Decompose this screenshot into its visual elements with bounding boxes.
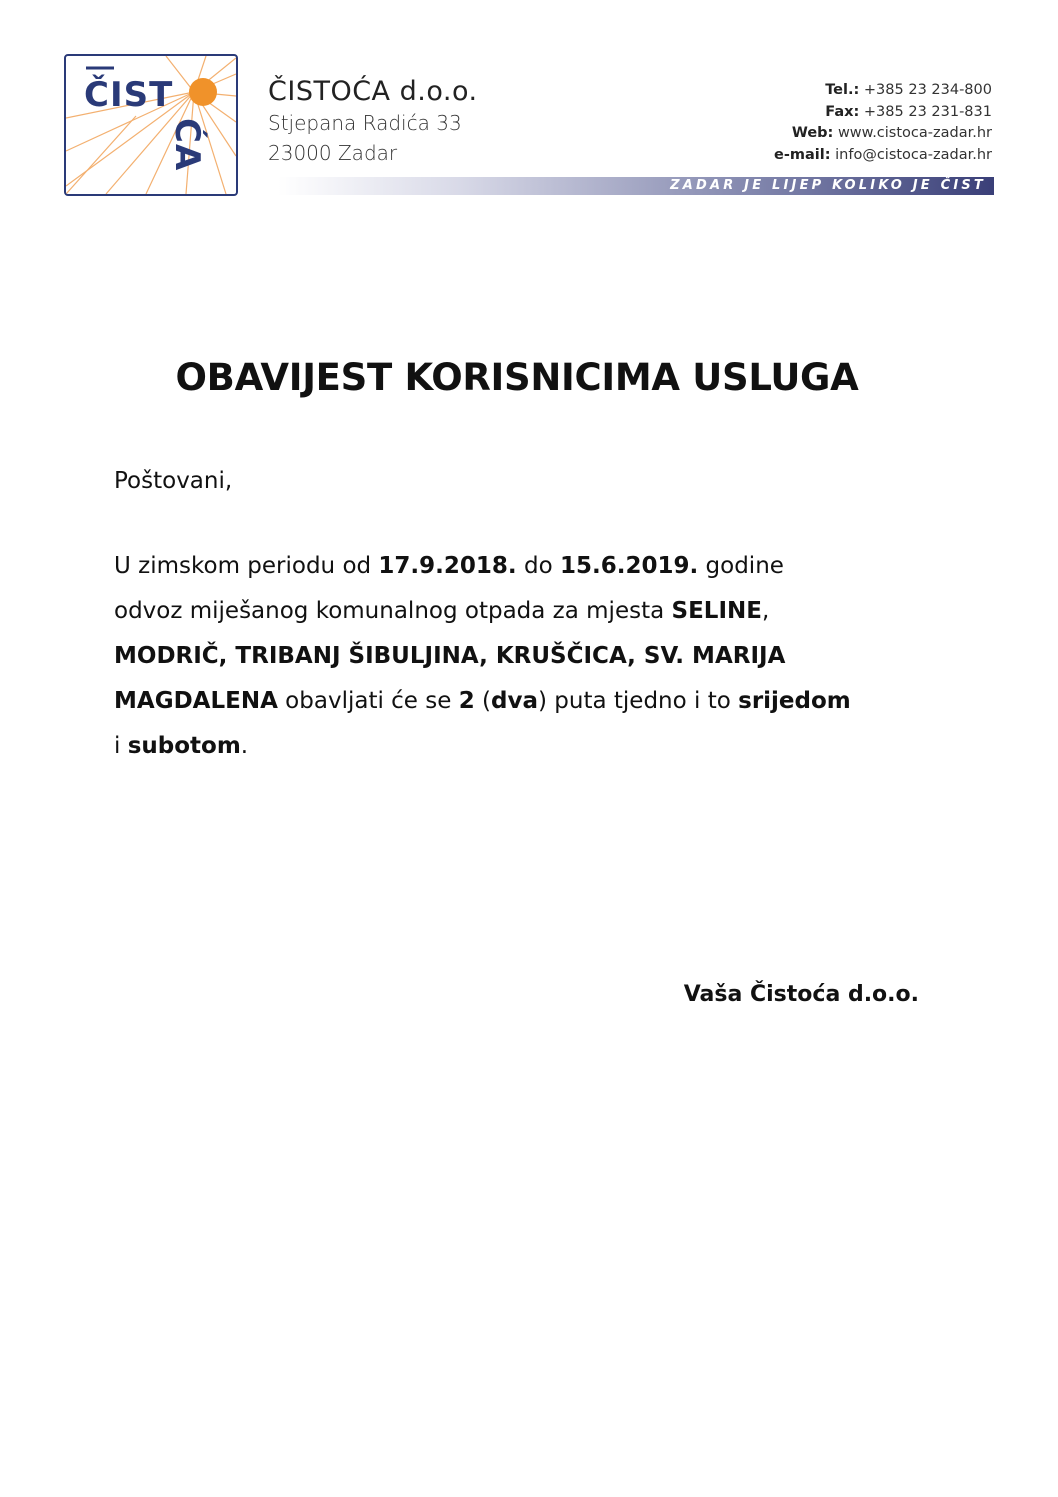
body-bold-text: srijedom xyxy=(738,688,851,714)
body-line xyxy=(114,589,924,634)
body-bold-text: MAGDALENA xyxy=(114,688,278,714)
body-bold-text: 2 xyxy=(458,688,475,714)
body-text-run: odvoz miješanog komunalnog otpada za mjesta xyxy=(114,598,672,624)
body-text-run: ) puta tjedno i to xyxy=(538,688,739,714)
body-text-run: ( xyxy=(474,688,492,714)
body-bold-text: 15.6.2019. xyxy=(559,553,699,579)
body-text-run: do xyxy=(516,553,560,579)
slogan-bar xyxy=(278,177,994,195)
body-bold-text: SELINE xyxy=(671,598,762,624)
body-bold-text: MODRIČ, TRIBANJ ŠIBULJINA, KRUŠČICA, SV. MARIJA xyxy=(114,643,786,669)
sun-rays-graphic xyxy=(66,56,236,194)
body-text-run: i xyxy=(114,733,128,759)
body-bold-text: subotom xyxy=(127,733,241,759)
svg-text:ĆA: ĆA xyxy=(167,118,207,172)
body-bold-text: 17.9.2018. xyxy=(378,553,517,579)
address-city: 23000 Zadar xyxy=(268,141,398,165)
body-bold-text: dva xyxy=(491,688,539,714)
company-logo xyxy=(64,54,238,196)
address-street: Stjepana Radića 33 xyxy=(268,111,462,135)
contact-block xyxy=(774,80,992,166)
notice-body xyxy=(114,544,924,769)
body-text-run: , xyxy=(761,598,770,624)
company-address-block xyxy=(268,76,478,168)
sun-circle xyxy=(189,78,217,106)
body-text-run: U zimskom periodu od xyxy=(114,553,379,579)
greeting: Poštovani, xyxy=(114,468,233,494)
body-line xyxy=(114,634,924,679)
body-line xyxy=(114,544,924,589)
page-title: OBAVIJEST KORISNICIMA USLUGA xyxy=(175,356,859,399)
body-text-run: godine xyxy=(698,553,784,579)
body-line xyxy=(114,679,924,724)
body-text-run: obavljati će se xyxy=(277,688,459,714)
contact-web: Web: www.cistoca-zadar.hr xyxy=(791,125,992,141)
contact-email: e-mail: info@cistoca-zadar.hr xyxy=(774,146,992,163)
slogan-text: ZADAR JE LIJEP KOLIKO JE ČIST xyxy=(670,178,986,193)
body-text-run: . xyxy=(240,733,249,759)
signature: Vaša Čistoća d.o.o. xyxy=(683,982,919,1007)
company-name: ČISTOĆA d.o.o. xyxy=(268,76,478,107)
contact-phone: Tel.: +385 23 234-800 xyxy=(825,82,992,98)
contact-fax: Fax: +385 23 231-831 xyxy=(825,103,992,120)
body-line xyxy=(114,724,924,769)
svg-text:ČIST: ČIST xyxy=(84,75,174,115)
